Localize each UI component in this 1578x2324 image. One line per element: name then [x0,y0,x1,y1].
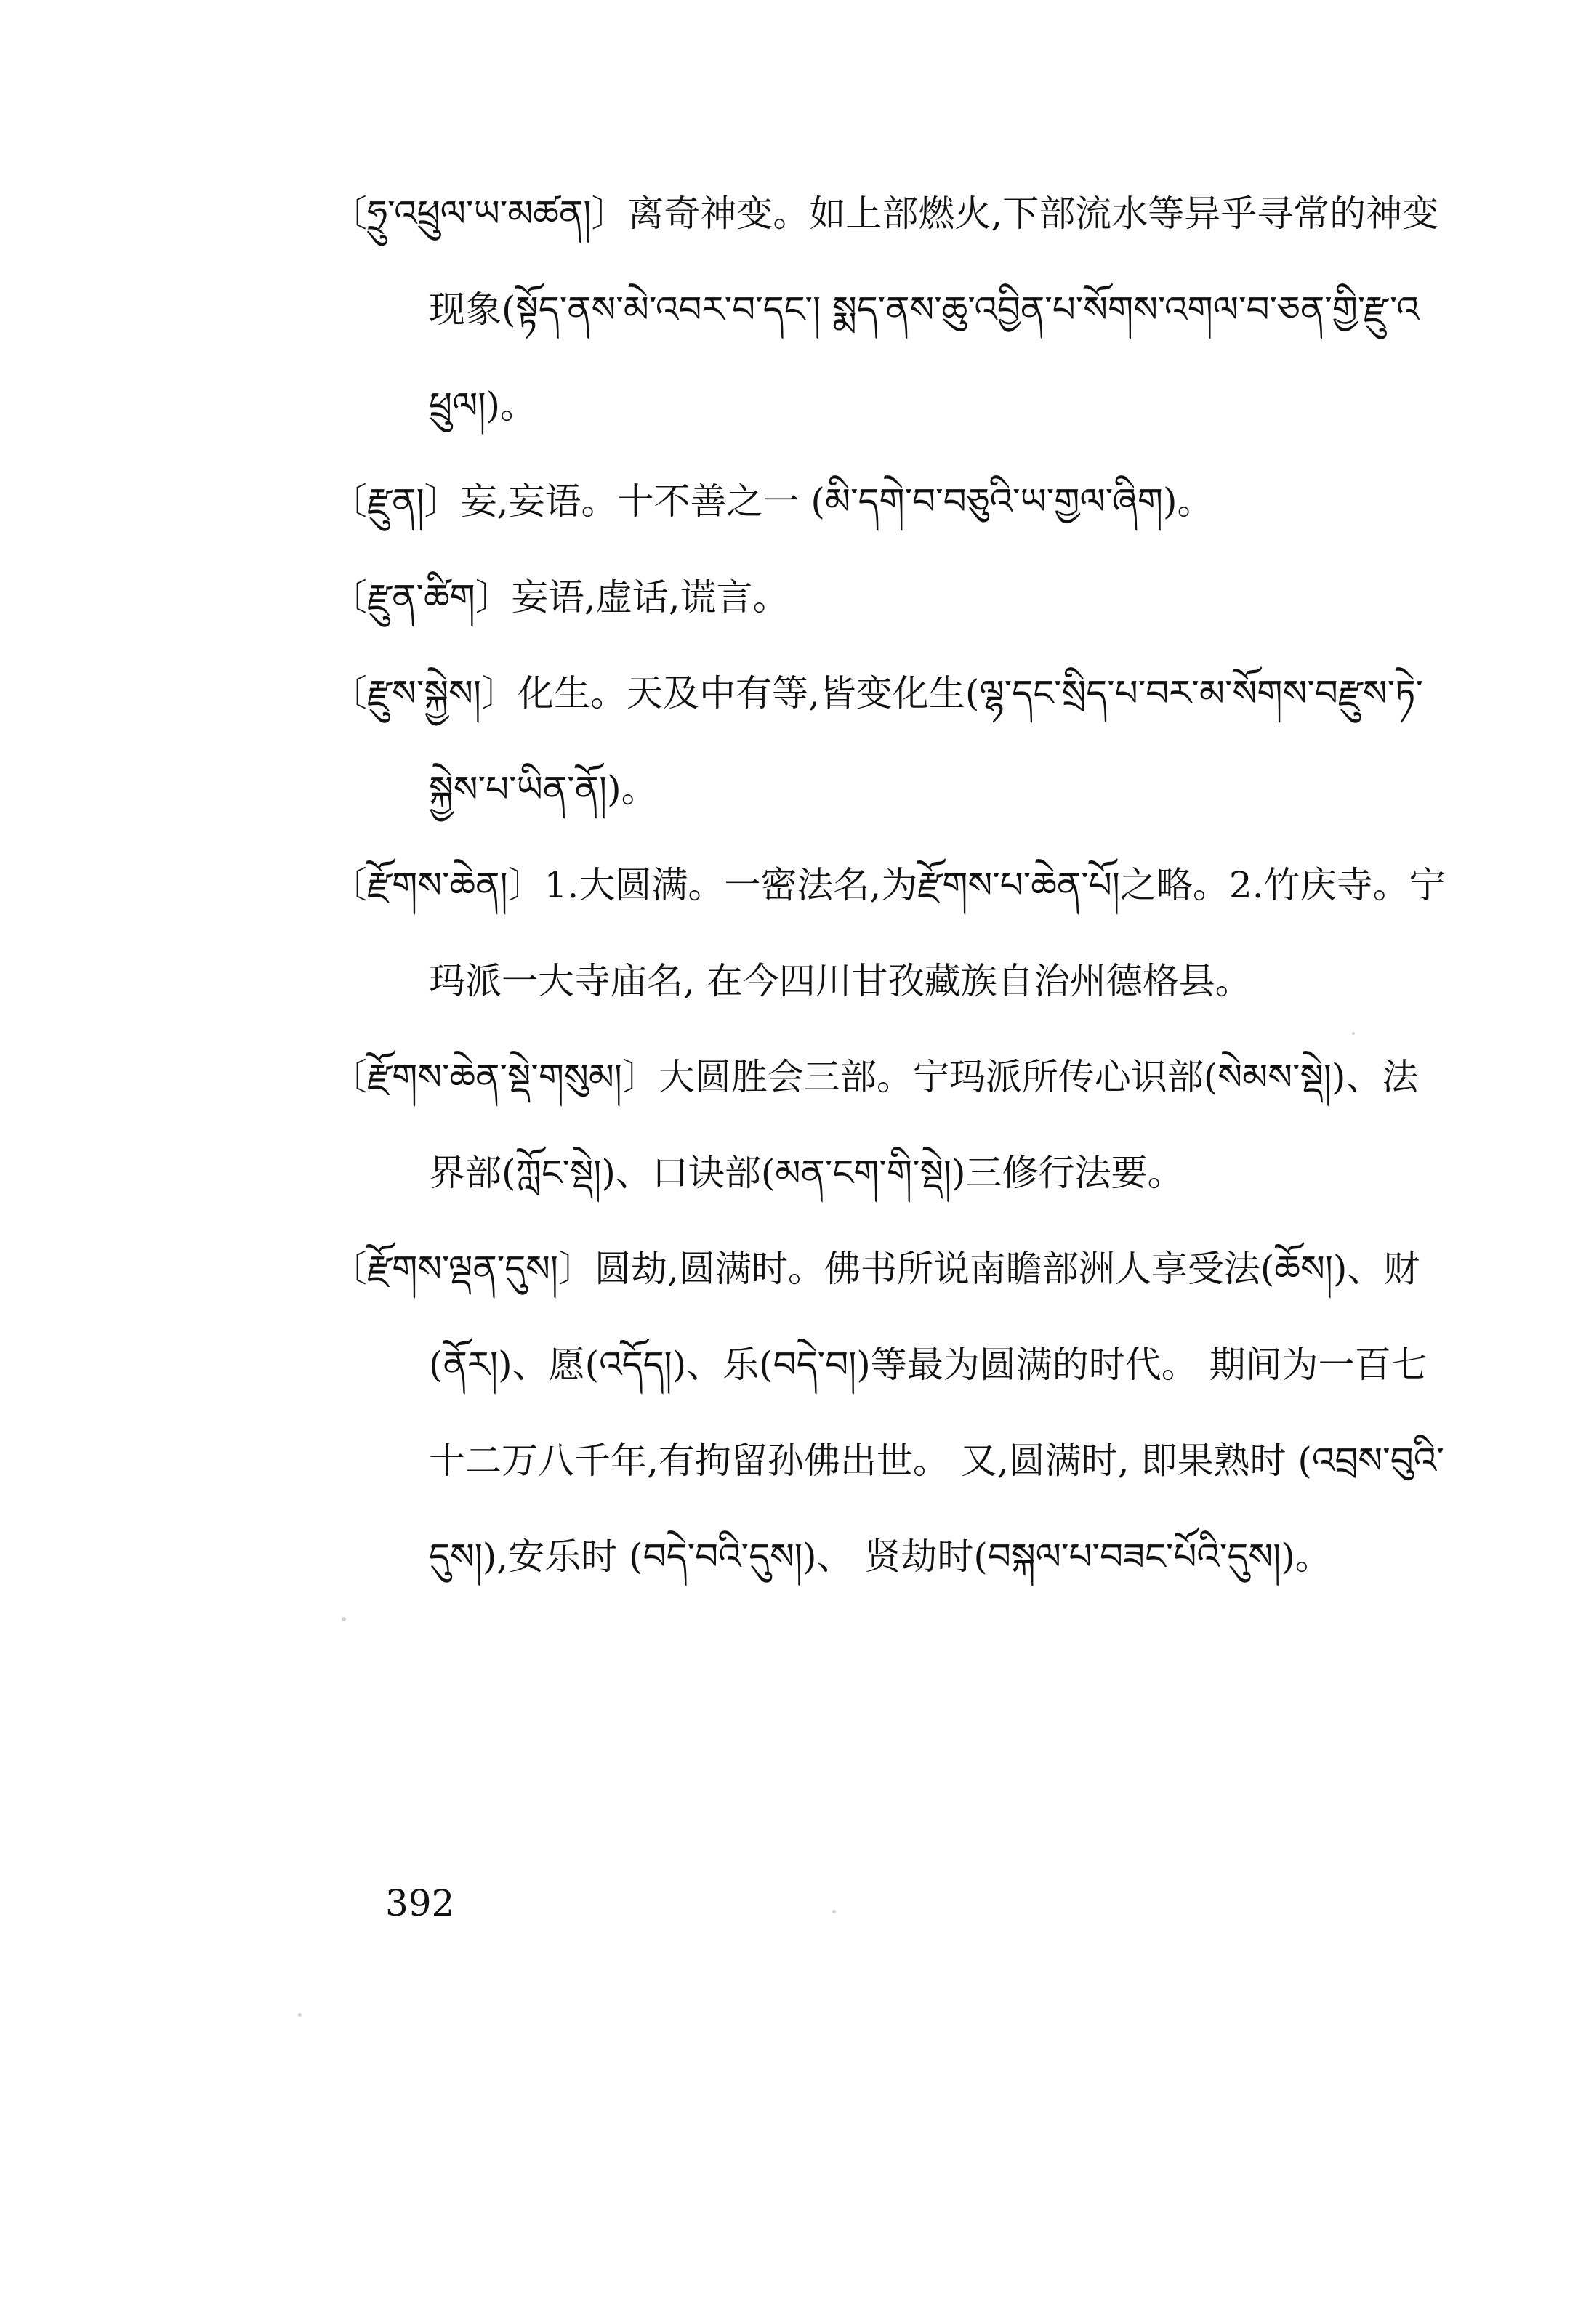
scan-speck [342,1617,346,1621]
dictionary-entry [331,837,1454,1029]
entry-definition: 大圆胜会三部。宁玛派所传心识部(སེམས་སྡེ།)、法界部(ཀློང་སྡེ།)、口诀部(མན་ངག་གི་སྡེ།)三修行法要。 [429,1056,1419,1194]
scan-speck [1196,1065,1199,1068]
scan-speck [832,1910,836,1913]
entry-headword: 〔རྫོགས་ལྡན་དུས།〕 [331,1248,595,1290]
scan-speck [1352,1032,1355,1035]
entry-headword: 〔རྫོགས་ཆེན་སྡེ་གསུམ།〕 [331,1056,659,1098]
dictionary-entry [331,1221,1454,1605]
page-number: 392 [385,1882,455,1924]
entry-definition: 化生。天及中有等,皆变化生(ལྷ་དང་སྲིད་པ་བར་མ་སོགས་བརྫུས་ཏེ་སྐྱེས་པ་ཡིན་ནོ།)。 [429,672,1424,810]
entry-headword: 〔རྫོགས་ཆེན།〕 [331,864,544,906]
dictionary-entry [331,1029,1454,1221]
entry-definition: 妄,妄语。十不善之一 (མི་དགེ་བ་བཅུའི་ཡ་གྱལ་ཞིག)。 [460,480,1214,523]
dictionary-entry [331,549,1454,645]
entry-definition: 圆劫,圆满时。佛书所说南瞻部洲人享受法(ཆོས།)、财(ནོར།)、愿(འདོད།)、乐(བདེ་བ།)等最为圆满的时代。 期间为一百七十二万八千年,有拘留孙佛出世。 又,圆满时, 即果熟时 (འབྲས་བུའི་དུས།),安乐时 (བདེ་བའི་དུས།)、 贤劫时(བསྐལ་པ་བཟང་པོའི་དུས།)。 [429,1248,1444,1578]
scan-speck [298,2013,302,2017]
entry-list [331,166,1454,1605]
entry-definition: 离奇神变。如上部燃火,下部流水等异乎寻常的神变现象(སྟོད་ནས་མེ་འབར་བ་དང་། སྨད་ནས་ཆུ་འབྱིན་པ་སོགས་འགལ་བ་ཅན་གྱི་རྫུ་འཕྲུལ།)。 [429,193,1439,427]
entry-headword: 〔རྫུན་ཚིག〕 [331,576,512,618]
entry-headword: 〔རྫུས་སྐྱེས།〕 [331,672,518,714]
entry-definition: 1.大圆满。一密法名,为རྫོགས་པ་ཆེན་པོ།之略。2.竹庆寺。宁玛派一大寺庙名, 在今四川甘孜藏族自治州德格县。 [429,864,1446,1002]
dictionary-entry [331,166,1454,453]
dictionary-entry [331,453,1454,549]
dictionary-entry [331,645,1454,837]
entry-headword: 〔རྫུན།〕 [331,480,461,523]
entry-headword: 〔ཧྲུ་འཕྲུལ་ཡ་མཚན།〕 [331,193,628,235]
entry-definition: 妄语,虚话,谎言。 [511,576,789,618]
